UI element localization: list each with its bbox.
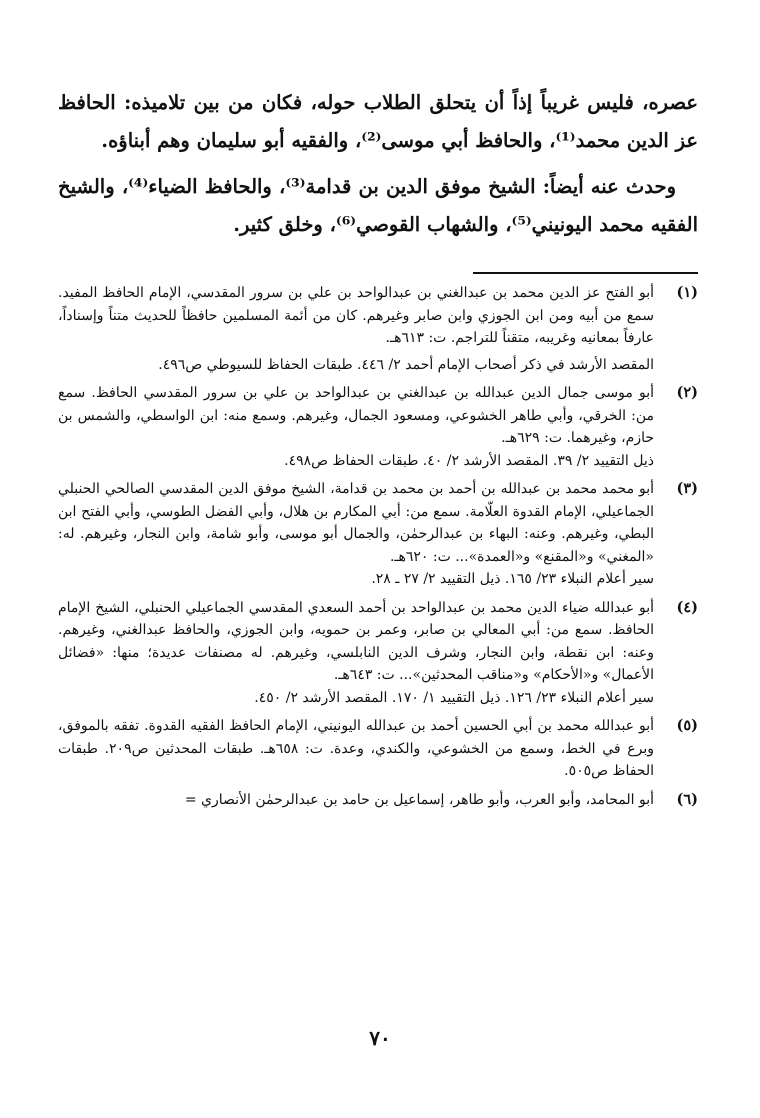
footnote-text: أبو المحامد، وأبو العرب، وأبو طاهر، إسماعيل بن حامد بن عبدالرحمٰن الأنصاري = <box>184 791 654 808</box>
footnote-number: (٦) <box>676 790 698 808</box>
footnote-source: سير أعلام النبلاء ٢٣/ ١٢٦. ذيل التقييد ١/ ١٧٠. المقصد الأرشد ٢/ ٤٥٠. <box>254 689 654 706</box>
footnote-text: أبو عبدالله محمد بن أبي الحسين أحمد بن عبدالله اليونيني، الإمام الحافظ الفقيه القدوة. تفقه بالموفق، وبرع في الخط، وسمع من الخشوعي، والكندي، وعدة. ت: ٦٥٨هـ. طبقات المحدثين ص٢٠٩. طبقات الحفاظ ص٥٠٥. <box>58 718 655 779</box>
footnote-separator <box>473 272 698 274</box>
footnote-4 <box>58 597 698 710</box>
footnote-2 <box>58 382 698 472</box>
footnote-1 <box>58 282 698 376</box>
footnote-number: (٣) <box>676 480 698 497</box>
footnote-3 <box>58 478 698 591</box>
main-text <box>58 84 698 244</box>
footnote-text: أبو الفتح عز الدين محمد بن عبدالغني بن عبدالواحد بن علي بن سرور المقدسي، الإمام الحافظ المفيد. سمع من أبيه ومن ابن الجوزي وابن صابر وغيرهم. كان من أئمة المسلمين حافظاً للحديث متناً وإسناداً، عارفاً بمعانيه وغريبه، متقناً للتراجم. ت: ٦١٣هـ. <box>58 285 654 346</box>
main-paragraph-2: وحدث عنه أيضاً: الشيخ موفق الدين بن قدامة⁽³⁾، والحافظ الضياء⁽⁴⁾، والشيخ الفقيه محمد اليونيني⁽⁵⁾، والشهاب القوصي⁽⁶⁾، وخلق كثير. <box>58 175 698 236</box>
footnote-number: (٢) <box>676 384 698 401</box>
page-number: ٧٠ <box>369 1026 391 1050</box>
footnote-text: أبو موسى جمال الدين عبدالله بن عبدالغني بن عبدالواحد بن علي بن سرور المقدسي الحافظ. سمع من: الخرقي، وأبي طاهر الخشوعي، ومسعود الجمال، وغيرهم. وسمع منه: ابن الواسطي، والشمس بن حازم، وغيرهما. ت: ٦٢٩هـ. <box>58 385 654 446</box>
footnote-number: (٥) <box>676 717 698 734</box>
page-content <box>58 84 698 817</box>
footnote-source: سير أعلام النبلاء ٢٣/ ١٦٥. ذيل التقييد ٢/ ٢٧ ـ ٢٨. <box>371 571 654 587</box>
footnote-source: ذيل التقييد ٢/ ٣٩. المقصد الأرشد ٢/ ٤٠. طبقات الحفاظ ص٤٩٨. <box>284 452 654 469</box>
footnote-number: (١) <box>676 284 698 301</box>
footnote-5 <box>58 715 698 783</box>
footnote-source: المقصد الأرشد في ذكر أصحاب الإمام أحمد ٢/ ٤٤٦. طبقات الحفاظ للسيوطي ص٤٩٦. <box>158 356 654 373</box>
footnotes <box>58 282 698 811</box>
main-paragraph-1: عصره، فليس غريباً إذاً أن يتحلق الطلاب حوله، فكان من بين تلاميذه: الحافظ عز الدين محمد⁽¹⁾، والحافظ أبي موسى⁽²⁾، والفقيه أبو سليمان وهم أبناؤه. <box>58 91 698 152</box>
footnote-text: أبو محمد محمد بن عبدالله بن أحمد بن محمد بن قدامة، الشيخ موفق الدين المقدسي الصالحي الحنبلي الجماعيلي، الإمام القدوة العلّامة. سمع من: أبي المكارم بن هلال، وأبي الفضل الطوسي، وأبي الفتح ابن البطي، وغيرهم. وعنه: البهاء بن عبدالرحمٰن، والجمال أبو موسى، وأبو شامة، وابن النجار، وغيرهم. له: «المغني» و«المقنع» و«العمدة»... ت: ٦٢٠هـ. <box>58 481 654 565</box>
footnote-6 <box>58 789 698 812</box>
footnote-number: (٤) <box>676 598 698 616</box>
footnote-text: أبو عبدالله ضياء الدين محمد بن عبدالواحد بن أحمد السعدي المقدسي الجماعيلي الحنبلي، الشيخ الإمام الحافظ. سمع من: أبي المعالي بن صابر، وعمر بن حمويه، وابن الجوزي، والحافظ عبدالغني، وغيرهم. وعنه: ابن نقطة، وابن النجار، وشرف الدين النابلسي، وغيرهم. له مصنفات عديدة؛ منها: «فضائل الأعمال» و«الأحكام» و«مناقب المحدثين»... ت: ٦٤٣هـ. <box>58 599 654 683</box>
